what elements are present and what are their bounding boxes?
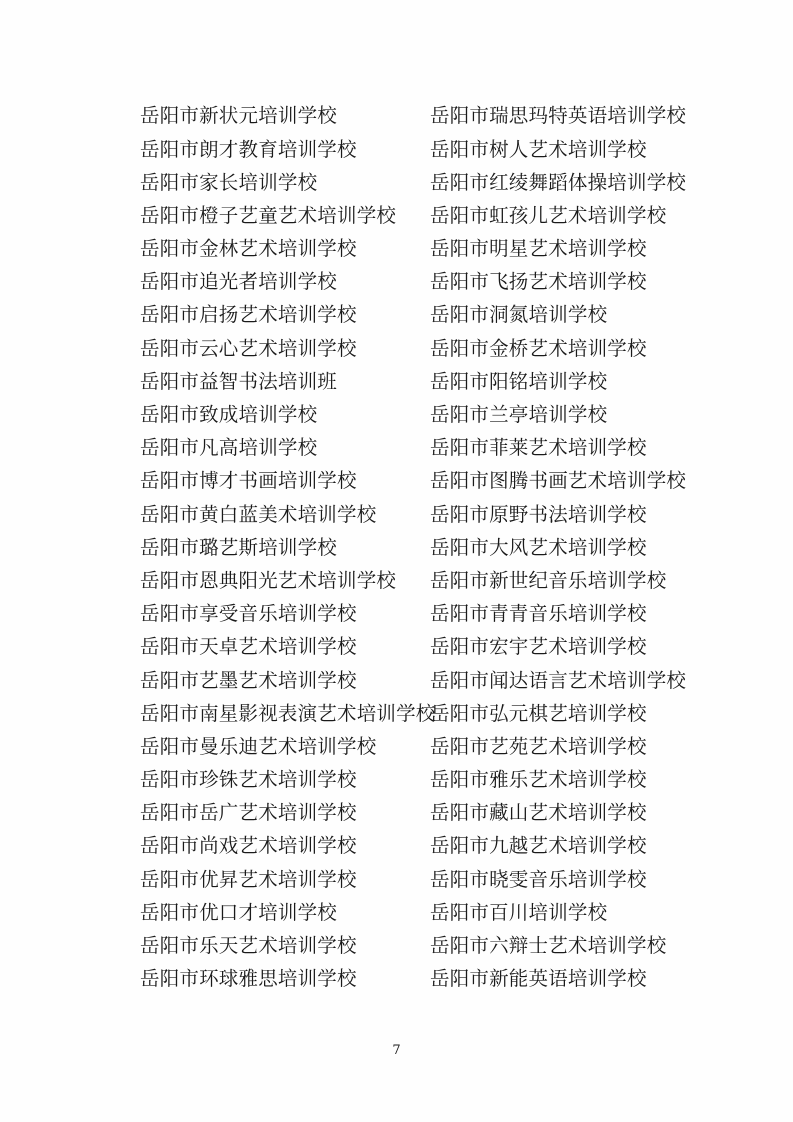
list-item bbox=[140, 830, 700, 863]
school-name-right: 岳阳市大风艺术培训学校 bbox=[430, 535, 647, 559]
school-name-right: 岳阳市洞氮培训学校 bbox=[430, 303, 608, 327]
list-item bbox=[140, 332, 700, 365]
school-name-left: 岳阳市新状元培训学校 bbox=[140, 104, 338, 128]
school-name-left: 岳阳市艺墨艺术培训学校 bbox=[140, 668, 357, 692]
list-item bbox=[140, 598, 700, 631]
school-name-right: 岳阳市弘元棋艺培训学校 bbox=[430, 701, 647, 725]
school-name-left: 岳阳市云心艺术培训学校 bbox=[140, 336, 357, 360]
list-item bbox=[140, 963, 700, 996]
school-name-right: 岳阳市六辩士艺术培训学校 bbox=[430, 934, 667, 958]
school-name-left: 岳阳市环球雅思培训学校 bbox=[140, 967, 357, 991]
school-name-left: 岳阳市恩典阳光艺术培训学校 bbox=[140, 568, 397, 592]
school-name-left: 岳阳市天卓艺术培训学校 bbox=[140, 635, 357, 659]
school-name-left: 岳阳市橙子艺童艺术培训学校 bbox=[140, 203, 397, 227]
list-item bbox=[140, 565, 700, 598]
list-item bbox=[140, 100, 700, 133]
page-number: 7 bbox=[392, 1043, 401, 1058]
school-name-left: 岳阳市南星影视表演艺术培训学校 bbox=[140, 701, 436, 725]
school-name-left: 岳阳市博才书画培训学校 bbox=[140, 469, 357, 493]
list-item bbox=[140, 897, 700, 930]
school-name-right: 岳阳市百川培训学校 bbox=[430, 900, 608, 924]
list-item bbox=[140, 498, 700, 531]
school-name-right: 岳阳市红绫舞蹈体操培训学校 bbox=[430, 170, 687, 194]
list-item bbox=[140, 166, 700, 199]
list-item bbox=[140, 399, 700, 432]
list-item bbox=[140, 366, 700, 399]
school-name-right: 岳阳市阳铭培训学校 bbox=[430, 369, 608, 393]
school-name-right: 岳阳市原野书法培训学校 bbox=[430, 502, 647, 526]
school-name-right: 岳阳市树人艺术培训学校 bbox=[430, 137, 647, 161]
school-name-left: 岳阳市凡高培训学校 bbox=[140, 436, 318, 460]
school-list bbox=[140, 100, 700, 996]
school-name-left: 岳阳市乐天艺术培训学校 bbox=[140, 934, 357, 958]
school-name-left: 岳阳市益智书法培训班 bbox=[140, 369, 338, 393]
school-name-right: 岳阳市藏山艺术培训学校 bbox=[430, 801, 647, 825]
list-item bbox=[140, 797, 700, 830]
school-name-right: 岳阳市青青音乐培训学校 bbox=[430, 602, 647, 626]
school-name-left: 岳阳市致成培训学校 bbox=[140, 403, 318, 427]
list-item bbox=[140, 930, 700, 963]
list-item bbox=[140, 631, 700, 664]
list-item bbox=[140, 200, 700, 233]
school-name-right: 岳阳市虹孩儿艺术培训学校 bbox=[430, 203, 667, 227]
school-name-left: 岳阳市启扬艺术培训学校 bbox=[140, 303, 357, 327]
school-name-right: 岳阳市雅乐艺术培训学校 bbox=[430, 768, 647, 792]
list-item bbox=[140, 697, 700, 730]
school-name-left: 岳阳市家长培训学校 bbox=[140, 170, 318, 194]
school-name-left: 岳阳市追光者培训学校 bbox=[140, 270, 338, 294]
list-item bbox=[140, 266, 700, 299]
school-name-right: 岳阳市新世纪音乐培训学校 bbox=[430, 568, 667, 592]
school-name-left: 岳阳市金林艺术培训学校 bbox=[140, 237, 357, 261]
school-name-right: 岳阳市晓雯音乐培训学校 bbox=[430, 867, 647, 891]
list-item bbox=[140, 863, 700, 896]
school-name-right: 岳阳市飞扬艺术培训学校 bbox=[430, 270, 647, 294]
list-item bbox=[140, 764, 700, 797]
school-name-right: 岳阳市金桥艺术培训学校 bbox=[430, 336, 647, 360]
list-item bbox=[140, 133, 700, 166]
school-name-right: 岳阳市兰亭培训学校 bbox=[430, 403, 608, 427]
school-name-left: 岳阳市珍铢艺术培训学校 bbox=[140, 768, 357, 792]
list-item bbox=[140, 299, 700, 332]
list-item bbox=[140, 731, 700, 764]
list-item bbox=[140, 432, 700, 465]
school-name-left: 岳阳市优昇艺术培训学校 bbox=[140, 867, 357, 891]
list-item bbox=[140, 531, 700, 564]
school-name-left: 岳阳市朗才教育培训学校 bbox=[140, 137, 357, 161]
school-name-right: 岳阳市明星艺术培训学校 bbox=[430, 237, 647, 261]
school-name-right: 岳阳市图腾书画艺术培训学校 bbox=[430, 469, 687, 493]
list-item bbox=[140, 233, 700, 266]
school-name-right: 岳阳市宏宇艺术培训学校 bbox=[430, 635, 647, 659]
school-name-left: 岳阳市黄白蓝美术培训学校 bbox=[140, 502, 377, 526]
school-name-right: 岳阳市九越艺术培训学校 bbox=[430, 834, 647, 858]
school-name-left: 岳阳市优口才培训学校 bbox=[140, 900, 338, 924]
school-name-right: 岳阳市新能英语培训学校 bbox=[430, 967, 647, 991]
school-name-right: 岳阳市艺苑艺术培训学校 bbox=[430, 734, 647, 758]
list-item bbox=[140, 664, 700, 697]
school-name-left: 岳阳市璐艺斯培训学校 bbox=[140, 535, 338, 559]
school-name-left: 岳阳市曼乐迪艺术培训学校 bbox=[140, 734, 377, 758]
list-item bbox=[140, 465, 700, 498]
school-name-left: 岳阳市享受音乐培训学校 bbox=[140, 602, 357, 626]
school-name-right: 岳阳市菲莱艺术培训学校 bbox=[430, 436, 647, 460]
school-name-left: 岳阳市尚戏艺术培训学校 bbox=[140, 834, 357, 858]
school-name-left: 岳阳市岳广艺术培训学校 bbox=[140, 801, 357, 825]
school-name-right: 岳阳市闻达语言艺术培训学校 bbox=[430, 668, 687, 692]
school-name-right: 岳阳市瑞思玛特英语培训学校 bbox=[430, 104, 687, 128]
